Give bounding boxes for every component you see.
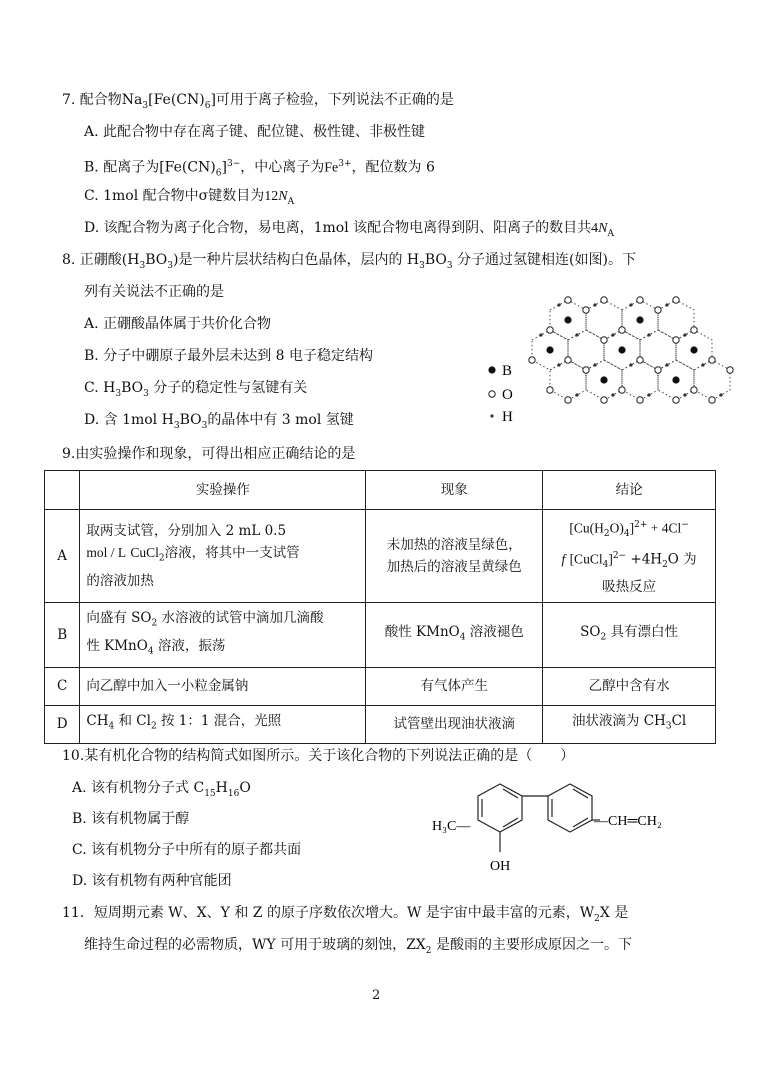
row-phenomenon: 未加热的溶液呈绿色， 加热后的溶液呈黄绿色: [366, 510, 543, 603]
vinyl-group-label: —CH═CH₂: [594, 814, 662, 829]
row-phenomenon: 试管壁出现油状液滴: [366, 705, 543, 743]
q8-stem-line2: 列有关说法不正确的是: [84, 284, 224, 300]
q10-stem: 10.某有机化合物的结构简式如图所示。关于该化合物的下列说法正确的是（ ）: [62, 748, 575, 764]
row-phenomenon: 酸性 KMnO$_4$ 溶液褪色: [366, 603, 543, 667]
figure-legend: [488, 363, 513, 425]
row-label: C: [45, 667, 80, 705]
boric-acid-structure-figure: [480, 290, 760, 425]
row-operation: 取两支试管，分别加入 2 mL 0.5 mol / L CuCl$_2$溶液，将其中一支试管 的溶液加热: [80, 510, 366, 603]
table-row: [45, 667, 716, 705]
row-label: A: [45, 510, 80, 603]
q7-option-b: B. 配离子为$[Fe(CN)_6]^{3-}$，中心离子为$Fe^{3+}$，配位数为 6: [84, 159, 435, 179]
legend-boron-label: B: [502, 363, 513, 379]
left-benzene-ring: [478, 784, 522, 832]
q11-line1: 11．短周期元素 W、X、Y 和 Z 的原子序数依次增大。W 是宇宙中最丰富的元素，$W_2X$ 是: [62, 905, 629, 924]
row-conclusion: $[Cu(H_2O)_4]^{2+} + 4Cl^-$ f [CuCl$_4$]$^{2-}$ $+4H_2O$ 为 吸热反应: [543, 510, 716, 603]
row-phenomenon: 有气体产生: [366, 667, 543, 705]
table-header-conclusion: 结论: [543, 471, 716, 510]
row-conclusion: 乙醇中含有水: [543, 667, 716, 705]
q10-option-b: B. 该有机物属于醇: [72, 811, 190, 827]
oxygen-atoms: [529, 297, 733, 403]
page-number: 2: [372, 988, 381, 1003]
row-label: B: [45, 603, 80, 667]
legend-hydrogen-label: H: [502, 409, 513, 425]
q7-option-d: D. 该配合物为离子化合物，易电离，1mol 该配合物电离得到阴、阳离子的数目共$4N_A$: [84, 220, 615, 239]
hydroxyl-group-label: OH: [490, 859, 511, 874]
row-conclusion: $SO_2$ 具有漂白性: [543, 603, 716, 667]
table-row: [45, 603, 716, 667]
q10-option-a: A. 该有机物分子式 $C_{15}H_{16}O$: [72, 780, 251, 799]
legend-oxygen-label: O: [502, 387, 513, 403]
q9-stem: 9.由实验操作和现象，可得出相应正确结论的是: [62, 446, 356, 462]
table-header-row: [45, 471, 716, 510]
experiment-table: [44, 470, 716, 744]
row-operation: $CH_4$ 和 $Cl_2$ 按 1：1 混合，光照: [80, 705, 366, 743]
legend-oxygen-icon: [489, 391, 495, 397]
row-operation: 向盛有 $SO_2$ 水溶液的试管中滴加几滴酸 性 KMnO$_4$ 溶液，振荡: [80, 603, 366, 667]
q7-option-a: A. 此配合物中存在离子键、配位键、极性键、非极性键: [84, 124, 426, 140]
table-row: [45, 705, 716, 743]
legend-boron-icon: [488, 366, 495, 373]
methyl-group-label: H₃C—: [432, 819, 471, 834]
table-row: [45, 510, 716, 603]
hydrogen-bond-network: [532, 300, 730, 400]
q10-option-d: D. 该有机物有两种官能团: [72, 873, 232, 889]
q7-stem: 7. 配合物$Na_3[Fe(CN)_6]$可用于离子检验，下列说法不正确的是: [62, 92, 454, 111]
q8-option-b: B. 分子中硼原子最外层未达到 8 电子稳定结构: [84, 348, 373, 364]
organic-structure-figure: [430, 770, 690, 880]
right-benzene-ring: [548, 784, 592, 832]
table-header-operation: 实验操作: [80, 471, 366, 510]
q8-stem-line1: 8. 正硼酸$(H_3BO_3)$是一种片层状结构白色晶体，层内的 $H_3BO_3$ 分子通过氢键相连(如图)。下: [62, 252, 636, 271]
q7-option-c: C. 1mol 配合物中σ键数目为$12N_A$: [84, 188, 295, 207]
q10-option-c: C. 该有机物分子中所有的原子都共面: [72, 842, 302, 858]
q8-option-d: D. 含 1mol $H_3BO_3$的晶体中有 3 mol 氢键: [84, 412, 354, 431]
table-header-phenomenon: 现象: [366, 471, 543, 510]
q11-line2: 维持生命过程的必需物质，WY 可用于玻璃的刻蚀，$ZX_2$ 是酸雨的主要形成原因之一。下: [84, 937, 632, 956]
row-label: D: [45, 705, 80, 743]
legend-hydrogen-icon: [490, 414, 493, 417]
row-operation: 向乙醇中加入一小粒金属钠: [80, 667, 366, 705]
row-conclusion: 油状液滴为 $CH_3Cl$: [543, 705, 716, 743]
q8-option-a: A. 正硼酸晶体属于共价化合物: [84, 316, 272, 332]
table-header-blank: [45, 471, 80, 510]
q8-option-c: C. $H_3BO_3$ 分子的稳定性与氢键有关: [84, 380, 308, 399]
